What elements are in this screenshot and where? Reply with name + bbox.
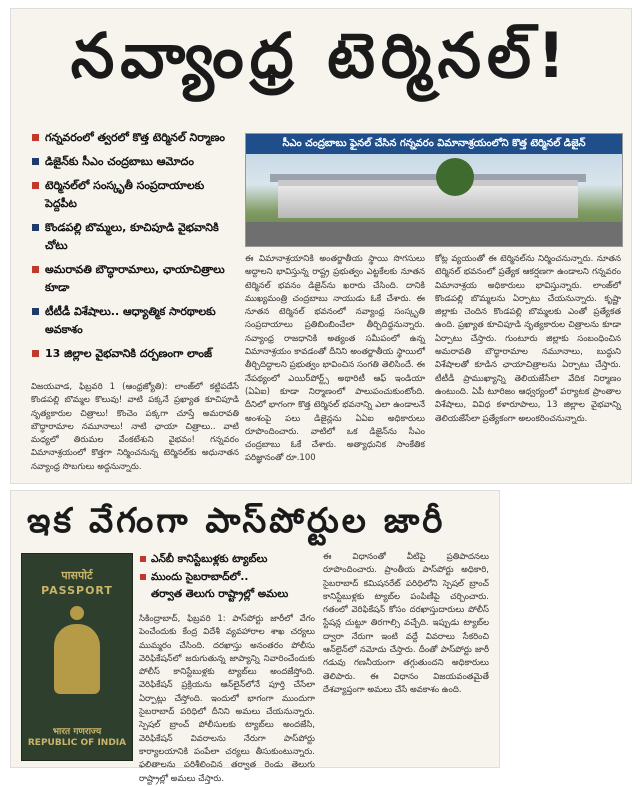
passport-title: PASSPORT [41,584,113,597]
national-emblem-icon [54,624,100,694]
highlight-item: ముందు సైబరాబాద్‌లో.. [139,569,311,587]
highlight-item: ఎన్‌బీ కానిస్టేబుళ్లకు ట్యాబ్‌లు [139,551,311,569]
highlights-list [31,127,239,367]
tree-shape [436,158,474,196]
highlight-item: అమరావతి బౌద్ధారామాలు, ఛాయాచిత్రాలు కూడా [31,259,239,301]
highlight-item: గన్నవరంలో త్వరలో కొత్త టెర్మినల్ నిర్మాణం [31,127,239,151]
article-column: ఈ విమానాశ్రయానికి అంతర్జాతీయ స్థాయి సొగసులు అద్దాలని భావిస్తున్న రాష్ట్ర ప్రభుత్వం ఎట్టకేలకు నూతన టెర్మినల్ భవనం డిజైన్‌ను ఖరారు చేసింది. దానికి ముఖ్యమంత్రి చంద్రబాబు నాయుడు ఓకే చేశారు. ఈ నూతన టెర్మినల్ భవనంలో నవ్యాంధ్ర సంస్కృతి సంప్రదాయాలు ప్రతిబింబించేలా తీర్చిదిద్దనున్నారు. నవ్యాంధ్ర రాజధానికి అత్యంత సమీపంలో ఉన్న విమానాశ్రయం కావడంతో దీనిని అంతర్జాతీయ స్థాయిలో తీర్చిదిద్దాలని ప్రభుత్వం భావించిన సంగతి తెలిసిందే. ఈ నేపథ్యంలో ఎయిర్‌పోర్ట్స్ అథారిటీ ఆఫ్ ఇండియా (ఏఏఐ) కూడా నిర్మాణంలో పాలుపంచుకుంటోంది. దీనిలో భాగంగా కొత్త టెర్మినల్ భవనాన్ని ఎలా ఉండాలనే అంశంపై పలు డిజైన్లను ఏఏఐ అధికారులు రూపొందించారు. వాటిలో ఒక డిజైన్‌ను సీఎం చంద్రబాబు ఓకే చేశారు. అత్యాధునిక సాంకేతిక పరిజ్ఞానంతో రూ.100 [245,254,425,464]
terminal-building-shape [278,180,578,218]
article-column: కోట్ల వ్యయంతో ఈ టెర్మినల్‌ను నిర్మించనున్నారు. నూతన టెర్మినల్ భవనంలో ప్రత్యేక ఆకర్షణగా ఉండాలని గన్నవరం విమానాశ్రయ అధికారులు భావిస్తున్నారు. లాంజ్‌లో కొండపల్లి బొమ్మలను ఏర్పాటు చేయనున్నారు. కృష్ణా జిల్లాకు చెందిన కొండపల్లి బొమ్మలకు ఎంతో ప్రత్యేకత ఉంది. ప్రఖ్యాత కూచిపూడి నృత్యకారుల చిత్రాలను కూడా ఏర్పాటు చేస్తారు. గుంటూరు జిల్లాకు సంబంధించిన అమరావతి బౌద్ధారామాల నమూనాలు, బుద్ధుని విశేషాలతో కూడిన ఛాయాచిత్రాలను ఏర్పాటు చేస్తారు. టీటీడీ ప్రాముఖ్యాన్ని తెలియజేసేలా వేదిక నిర్మాణం ఉంటుంది. ఏపీ టూరిజం ఆధ్వర్యంలో పర్యాటక ప్రాంతాల విశేషాలు, వివిధ కళారూపాలు, 13 జిల్లాల వైభవాన్ని తెలియజేసేలా ప్రత్యేకంగా అలంకరించనున్నారు. [435,254,621,424]
article-body: సికింద్రాబాద్, ఫిబ్రవరి 1: పాస్‌పోర్టు జారీలో వేగం పెంచేందుకు కేంద్ర విదేశీ వ్యవహారాల శాఖ చర్యలు ముమ్మరం చేసింది. దరఖాస్తు అనంతరం పోలీసు వెరిఫికేషన్‌లో జరుగుతున్న జాప్యాన్ని నివారించేందుకు పోలీస్ కానిస్టేబుళ్లకు ట్యాబ్‌లు అందజేస్తోంది. వెరిఫికేషన్ ప్రక్రియను ఆన్‌లైన్‌లోనే పూర్తి చేసేలా ఏర్పాట్లు చేస్తోంది. ఇందులో భాగంగా ముందుగా సైబరాబాద్ పరిధిలో దీనిని అమలు చేయనున్నారు. స్పెషల్ బ్రాంచ్ పోలీసులకు ట్యాబ్‌లు అందజేసి, వెరిఫికేషన్ వివరాలను నేరుగా పాస్‌పోర్టు కార్యాలయానికి పంపేలా చర్యలు తీసుకుంటున్నారు. ఫలితాలను పరిశీలించిన తర్వాత రెండు తెలుగు రాష్ట్రాల్లో అమలు చేస్తారు. [139,614,315,784]
article-lede: విజయవాడ, ఫిబ్రవరి 1 (ఆంధ్రజ్యోతి): లాంజ్‌లో కట్టిపడేసే కొండపల్లి బొమ్మల కొలువు! వాటి పక్కనే ప్రఖ్యాత కూచిపూడి నృత్యకారుల చిత్రాలు! కొంచెం పక్కగా చూస్తే అమరావతి బౌద్ధారామాల నమూనాలు! నాటి ఛాయా చిత్రాలు.. వాటి మధ్యలో తిరుమల వేంకటేశుని వైభవం! గన్నవరం విమానాశ్రయంలో కొత్తగా నిర్మించనున్న టెర్మినల్‌కు అధునాతన నవ్యాంధ్ర సొబగులు అద్దనున్నారు. [31,382,239,472]
passport-hindi-country: भारत गणराज्य [52,727,102,737]
terminal-design-photo [245,133,623,247]
passport-image [21,553,133,761]
emblem-top-shape [70,606,84,620]
article-headline: నవ్యాంధ్ర టెర్మినల్! [70,19,572,92]
highlight-item: టెర్మినల్‌లో సంస్కృతీ సంప్రదాయాలకు పెద్దపీట [31,175,239,217]
road-shape [246,222,622,246]
passport-hindi-title: पासपोर्ट [61,569,93,582]
highlight-item: డిజైన్‌కు సీఎం చంద్రబాబు ఆమోదం [31,151,239,175]
article-terminal [10,8,632,484]
highlights-list [139,551,311,602]
passport-country: REPUBLIC OF INDIA [27,738,127,748]
highlight-item: టీటీడీ విశేషాలు.. ఆధ్యాత్మిక సారథాలకు అవకాశం [31,301,239,343]
article-passport [10,490,500,784]
highlight-item: 13 జిల్లాల వైభవానికి దర్పణంగా లాంజ్ [31,343,239,367]
photo-caption: సీఎం చంద్రబాబు ఫైనల్ చేసిన గన్నవరం విమానాశ్రయంలోని కొత్త టెర్మినల్ డిజైన్ [246,134,622,154]
highlight-item: కొండపల్లి బొమ్మలు, కూచిపూడి వైభవానికి చోటు [31,217,239,259]
article-body: ఈ విధానంతో వీటిపై ప్రతిపాదనలు రూపొందించారు. ప్రాంతీయ పాస్‌పోర్టు అధికారి, సైబరాబాద్ కమిషనరేట్ పరిధిలోని స్పెషల్ బ్రాంచ్ కానిస్టేబుళ్లకు ట్యాబ్‌ల పంపిణీపై చర్చించారు. గతంలో వెరిఫికేషన్ కోసం దరఖాస్తుదారులు పోలీస్ స్టేషన్ల చుట్టూ తిరగాల్సి వచ్చేది. ఇప్పుడు ట్యాబ్‌ల ద్వారా నేరుగా ఇంటి వద్దే వివరాలు సేకరించి ఆన్‌లైన్‌లో నమోదు చేస్తారు. దీంతో పాస్‌పోర్టు జారీ గడువు గణనీయంగా తగ్గుతుందని అధికారులు తెలిపారు. ఈ విధానం విజయవంతమైతే దేశవ్యాప్తంగా అమలు చేసే అవకాశం ఉంది. [323,552,489,695]
highlight-subitem: తర్వాత తెలుగు రాష్ట్రాల్లో అమలు [151,588,289,600]
article-headline: ఇక వేగంగా పాస్‌పోర్టుల జారీ [27,501,446,541]
